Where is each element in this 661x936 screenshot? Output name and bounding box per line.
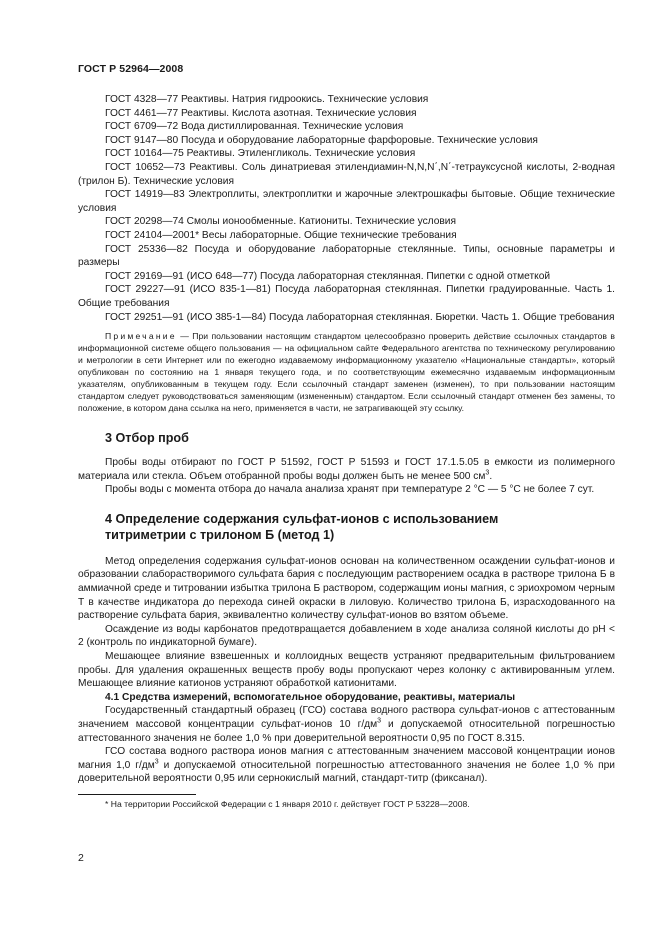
section-3-paragraph: Пробы воды с момента отбора до начала анализа хранят при температуре 2 °С — 5 °С не более 7 сут. [105, 484, 595, 496]
note-label: Примечание [105, 331, 177, 342]
footnote: * На территории Российской Федерации с 1 января 2010 г. действует ГОСТ Р 53228—2008. [105, 798, 470, 809]
note-text: — При пользовании настоящим стандартом целесообразно проверить действие ссылочных стандартов в информационной системе общего пользования — на официальном сайте Федерального агентства по техническому регулированию и метрологии в сети Интернет или по ежегодно издаваемому информационному указателю «Национальные стандарты», который опубликован по состоянию на 1 января текущего года, и по соответствующим ежемесячно издаваемым информационным указателям, опубликованным в текущем году. Если ссылочный стандарт заменен (изменен), то при пользовании настоящим стандартом следует руководствоваться заменяющим (измененным) стандартом. Если ссылочный стандарт отменен без замены, то положение, в котором дана ссылка на него, применяется в части, не затрагивающей эту ссылку. [78, 331, 615, 414]
page-body [78, 93, 615, 810]
section-4-title: 4 Определение содержания сульфат-ионов с использованием титриметрии с трилоном Б (метод 1) [105, 511, 499, 542]
reference-item: ГОСТ 29227—91 (ИСО 835-1—81) Посуда лабораторная стеклянная. Пипетки градуированные. Часть 1. Общие требования [78, 284, 615, 309]
reference-item: ГОСТ 14919—83 Электроплиты, электроплитки и жарочные электрошкафы бытовые. Общие технические условия [78, 189, 615, 214]
reference-item: ГОСТ 29251—91 (ИСО 385-1—84) Посуда лабораторная стеклянная. Бюретки. Часть 1. Общие требования [105, 311, 615, 323]
section-3-title: 3 Отбор проб [105, 431, 189, 446]
document-header: ГОСТ Р 52964—2008 [78, 63, 184, 75]
reference-item: ГОСТ 10164—75 Реактивы. Этиленгликоль. Технические условия [105, 148, 416, 160]
reference-item: ГОСТ 4461—77 Реактивы. Кислота азотная. Технические условия [105, 107, 417, 119]
note-paragraph [78, 330, 615, 414]
section-3-paragraph: Пробы воды отбирают по ГОСТ Р 51592, ГОСТ Р 51593 и ГОСТ 17.1.5.05 в емкости из полимерного материала или стекла. Объем отобранной пробы воды должен быть не менее 500 $см^3$. [78, 457, 615, 482]
reference-item: ГОСТ 4328—77 Реактивы. Натрия гидроокись. Технические условия [105, 94, 429, 105]
reference-item: ГОСТ 6709—72 Вода дистиллированная. Технические условия [105, 121, 404, 133]
section-4-paragraph: Осаждение из воды карбонатов предотвращается добавлением в ходе анализа соляной кислоты до рН < 2 (контроль по индикаторной бумаге). [78, 623, 615, 649]
section-4-1-paragraph: ГСО состава водного раствора ионов магния с аттестованным значением массовой концентрации ионов магния 1,0 $г/дм^3$ и допускаемой относительной погрешностью аттестованного значения не более 1,0 % при доверительной вероятности 0,95 или сернокислый магний, стандарт-титр (фиксанал). [78, 746, 615, 785]
reference-item: ГОСТ 20298—74 Смолы ионообменные. Катиониты. Технические условия [105, 216, 457, 228]
reference-item: ГОСТ 9147—80 Посуда и оборудование лабораторные фарфоровые. Технические условия [105, 134, 538, 146]
reference-item: ГОСТ 25336—82 Посуда и оборудование лабораторные стеклянные. Типы, основные параметры и размеры [78, 243, 615, 269]
section-4-paragraph: Метод определения содержания сульфат-ионов основан на количественном осаждении сульфат-ионов и образовании слаборастворимого сульфата бария с последующим растворением осадка в растворе трилона Б в аммиачной среде и титровании избытка трилона Б раствором, содержащим ионы магния, с эриохромом черным Т в качестве индикатора до перехода синей окраски в лиловую. Количество трилона Б, израсходованного на растворение сульфата бария, эквивалентно количеству сульфат-ионов во взятом объеме. [78, 555, 615, 622]
footnote-divider [78, 794, 196, 795]
reference-item: ГОСТ 24104—2001* Весы лабораторные. Общие технические требования [105, 229, 457, 241]
reference-item: ГОСТ 10652—73 Реактивы. Соль динатриевая этилендиамин-N,N,N΄,N΄-тетрауксусной кислоты, 2-водная (трилон Б). Технические условия [78, 161, 615, 187]
section-4-paragraph: Мешающее влияние взвешенных и коллоидных веществ устраняют предварительным фильтрованием пробы. Для удаления окрашенных веществ пробу воды пропускают через колонку с активированным углем. Мешающее влияние катионов устраняют обработкой катионитами. [78, 651, 615, 690]
reference-item: ГОСТ 29169—91 (ИСО 648—77) Посуда лабораторная стеклянная. Пипетки с одной отметкой [105, 270, 551, 282]
subsection-4-1-title: 4.1 Средства измерений, вспомогательное оборудование, реактивы, материалы [105, 691, 516, 703]
section-4-1-paragraph: Государственный стандартный образец (ГСО) состава водного раствора сульфат-ионов с аттестованным значением массовой концентрации сульфат-ионов 10 $г/дм^3$ и допускаемой относительной погрешностью аттестованного значения не более 1,0 % при доверительной вероятности 0,95 по ГОСТ 8.315. [78, 705, 615, 744]
page-number: 2 [78, 852, 84, 864]
normative-references-list [78, 93, 615, 324]
